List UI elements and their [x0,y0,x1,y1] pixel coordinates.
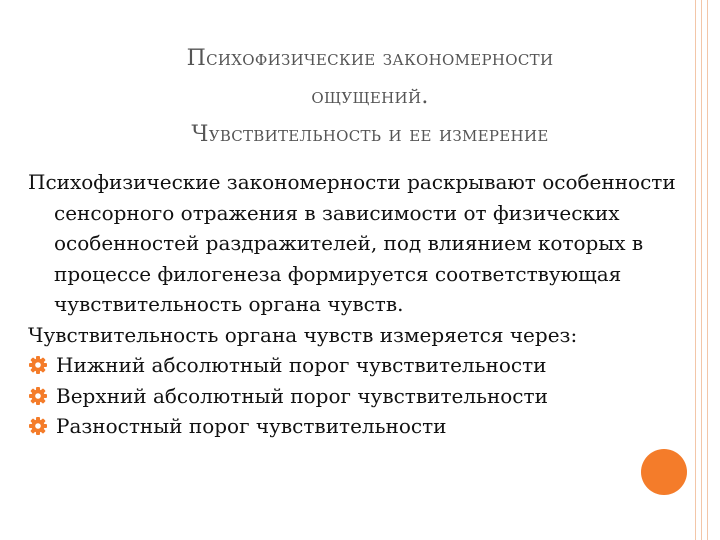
body-paragraph: Психофизические закономерности раскрывают особенности сенсорного отражения в зависимости от физических особенностей раздражителей, под влиянием которых в процессе филогенеза формируется соответствующая чувствительность органа чувств. [28,170,676,316]
frame-line-middle [701,0,702,540]
title-line-1: Психофизические закономерности [186,46,554,71]
gear-icon [28,355,48,375]
bullet-item [28,381,688,412]
bullet-item [28,411,688,442]
bullet-item [28,350,688,381]
frame-line-right [707,0,708,540]
bullet-text: Нижний абсолютный порог чувствительности [56,353,547,377]
bullet-text: Разностный порог чувствительности [56,414,447,438]
gear-icon [28,386,48,406]
title-line-3: Чувствительность и ее измерение [191,122,549,147]
slide-body [28,167,688,442]
orange-circle-decoration [641,449,687,495]
frame-line-left [695,0,696,540]
gear-icon [28,416,48,436]
slide-title [70,40,670,154]
body-intro: Чувствительность органа чувств измеряется через: [28,322,578,347]
title-line-2: ощущений. [311,84,429,109]
bullet-text: Верхний абсолютный порог чувствительности [56,383,548,408]
